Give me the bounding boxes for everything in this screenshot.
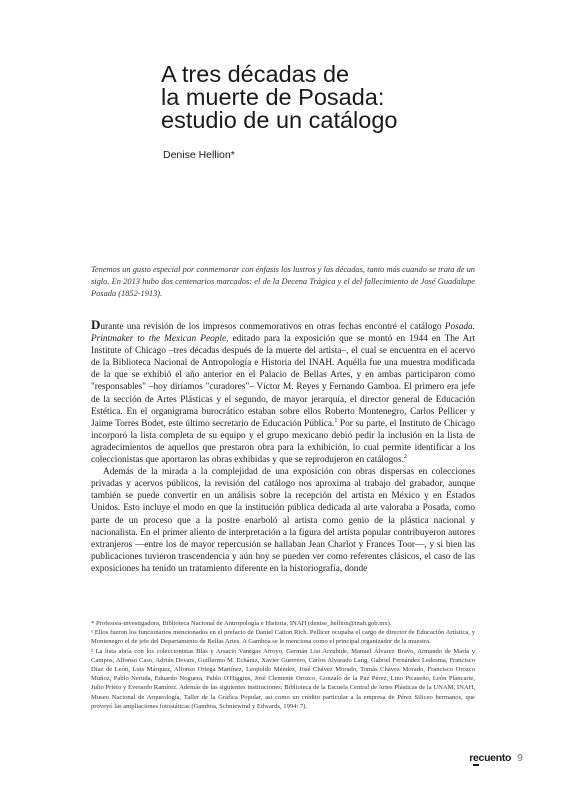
body-text: Por su parte, el Instituto de Chicago incorporó la lista completa de su equipo y el grupo mexicano debió pedir la inclusión en la lista de agradecimientos de aquellos que prestaron obra para la exhibición, lo cual permite identificar a los coleccionistas que aportaron las obras exhibidas y que se reprodujeron en catálogos. <box>91 418 475 466</box>
article-body <box>91 317 475 575</box>
journal-logo <box>469 752 511 764</box>
footnote: ² La lista abría con los coleccionistas Blas y Arsacio Vanegas Arroyo, Germán List Arzubide, Manuel Álvarez Bravo, Armando de María y Campos, Alfonso Caso, Adrián Devars, Guillermo M. Echániz, Xavier Guerrero, Carlos Alvarado Lang, Gabriel Fernández Ledesma, Francisco Díaz de León, Luis Márquez, Alfonso Ortega Martínez, Leopoldo Méndez, José Chávez Morado, Tomás Chávez Morado, Francisco Orozco Muñoz, Pablo Neruda, Eduardo Noguera, Pablo O'Higgins, José Clemente Orozco, Gonzalo de la Paz Pérez, Lino Picaseño, León Plancarte, Julio Prieto y Everardo Ramírez. Además de las siguientes instituciones: Biblioteca de la Escuela Central de Artes Plásticas de la UNAM, INAH, Museo Nacional de Arqueología, Taller de la Gráfica Popular, así como un crédito particular a la empresa de Pérez Siliceo hermanos, que proveyó las ampliaciones fotostáticas (Gamboa, Schniewind y Edwards, 1994: 7). <box>91 647 475 710</box>
logo-text: e <box>472 752 479 764</box>
logo-text: r <box>469 752 473 764</box>
footnote-ref[interactable]: 1 <box>334 417 338 424</box>
title-line-2: la muerte de Posada: <box>161 84 385 110</box>
article-title <box>161 63 491 132</box>
title-line-3: estudio de un catálogo <box>161 107 398 133</box>
drop-cap: D <box>91 317 101 332</box>
page-footer <box>469 752 523 764</box>
title-line-1: A tres décadas de <box>161 61 350 87</box>
footnote: ¹ Ellos fueron los funcionarios mencionados en el prefacio de Daniel Catton Rich. Pellicer ocupaba el cargo de director de Educación Artística, y Montenegro el de jefe del Departamento de Bellas Artes. A Gamboa se le menciona como el principal organizador de la muestra. <box>91 629 475 646</box>
catalog-title: Posada. Printmaker to the Mexican People <box>91 322 475 345</box>
footnote: * Profesora-investigadora, Biblioteca Nacional de Antropología e Historia, INAH (denise_hellion@inah.gob.mx). <box>91 620 392 627</box>
page-number: 9 <box>517 752 523 764</box>
body-paragraph-1 <box>91 317 475 466</box>
body-text: , editado para la exposición que se montó en 1944 en The Art Institute of Chicago –tres décadas después de la muerte del artista–, el cual se encuentra en el acervo de la Biblioteca Nacional de Antropología e Historia del INAH. Aquélla fue una muestra modificada de la que se exhibió el año anterior en el Palacio de Bellas Artes, y en ambas participaron como "responsables" –hoy diríamos "curadores"– Víctor M. Reyes y Fernando Gamboa. El primero era jefe de la sección de Artes Plásticas y el segundo, de mayor jerarquía, el director general de Educación Estética. En el organigrama burocrático estaban sobre ellos Roberto Montenegro, Carlos Pellicer y Jaime Torres Bodet, este último secretario de Educación Pública. <box>91 334 475 429</box>
footnotes <box>91 619 475 711</box>
body-paragraph-2: Además de la mirada a la complejidad de una exposición con obras dispersas en colecciones privadas y acervos públicos, la revisión del catálogo nos aproxima al trabajo del grabador, aunque también se puede convertir en un análisis sobre la recepción del artista en México y en Estados Unidos. Esto incluye el modo en que la institución pública dedicada al arte valoraba a Posada, como parte de un proceso que a la postre enarboló al artista como genio de la plástica nacional y nacionalista. En el primer aliento de interpretación a la figura del artista popular contribuyeron autores extranjeros —entre los de mayor repercusión se hallaban Jean Charlot y Frances Toor—, y si bien las publicaciones tuvieron trascendencia y aún hoy se pueden ver como referentes clásicos, el caso de las exposiciones ha tenido un tratamiento diferente en la historiografía, donde <box>91 467 475 574</box>
footnote-ref[interactable]: 2 <box>403 453 407 460</box>
body-text: urante una revisión de los impresos conmemorativos en otras fechas encontré el catálogo <box>100 322 445 332</box>
article-abstract: Tenemos un gusto especial por conmemorar con énfasis los lustros y las décadas, tanto más cuando se trata de un siglo. En 2013 hubo dos centenarios marcados: el de la Decena Trágica y el del fallecimiento de José Guadalupe Posada (1852-1913). <box>91 265 475 299</box>
article-author: Denise Hellion* <box>163 149 235 161</box>
logo-text: cuento <box>478 752 512 764</box>
